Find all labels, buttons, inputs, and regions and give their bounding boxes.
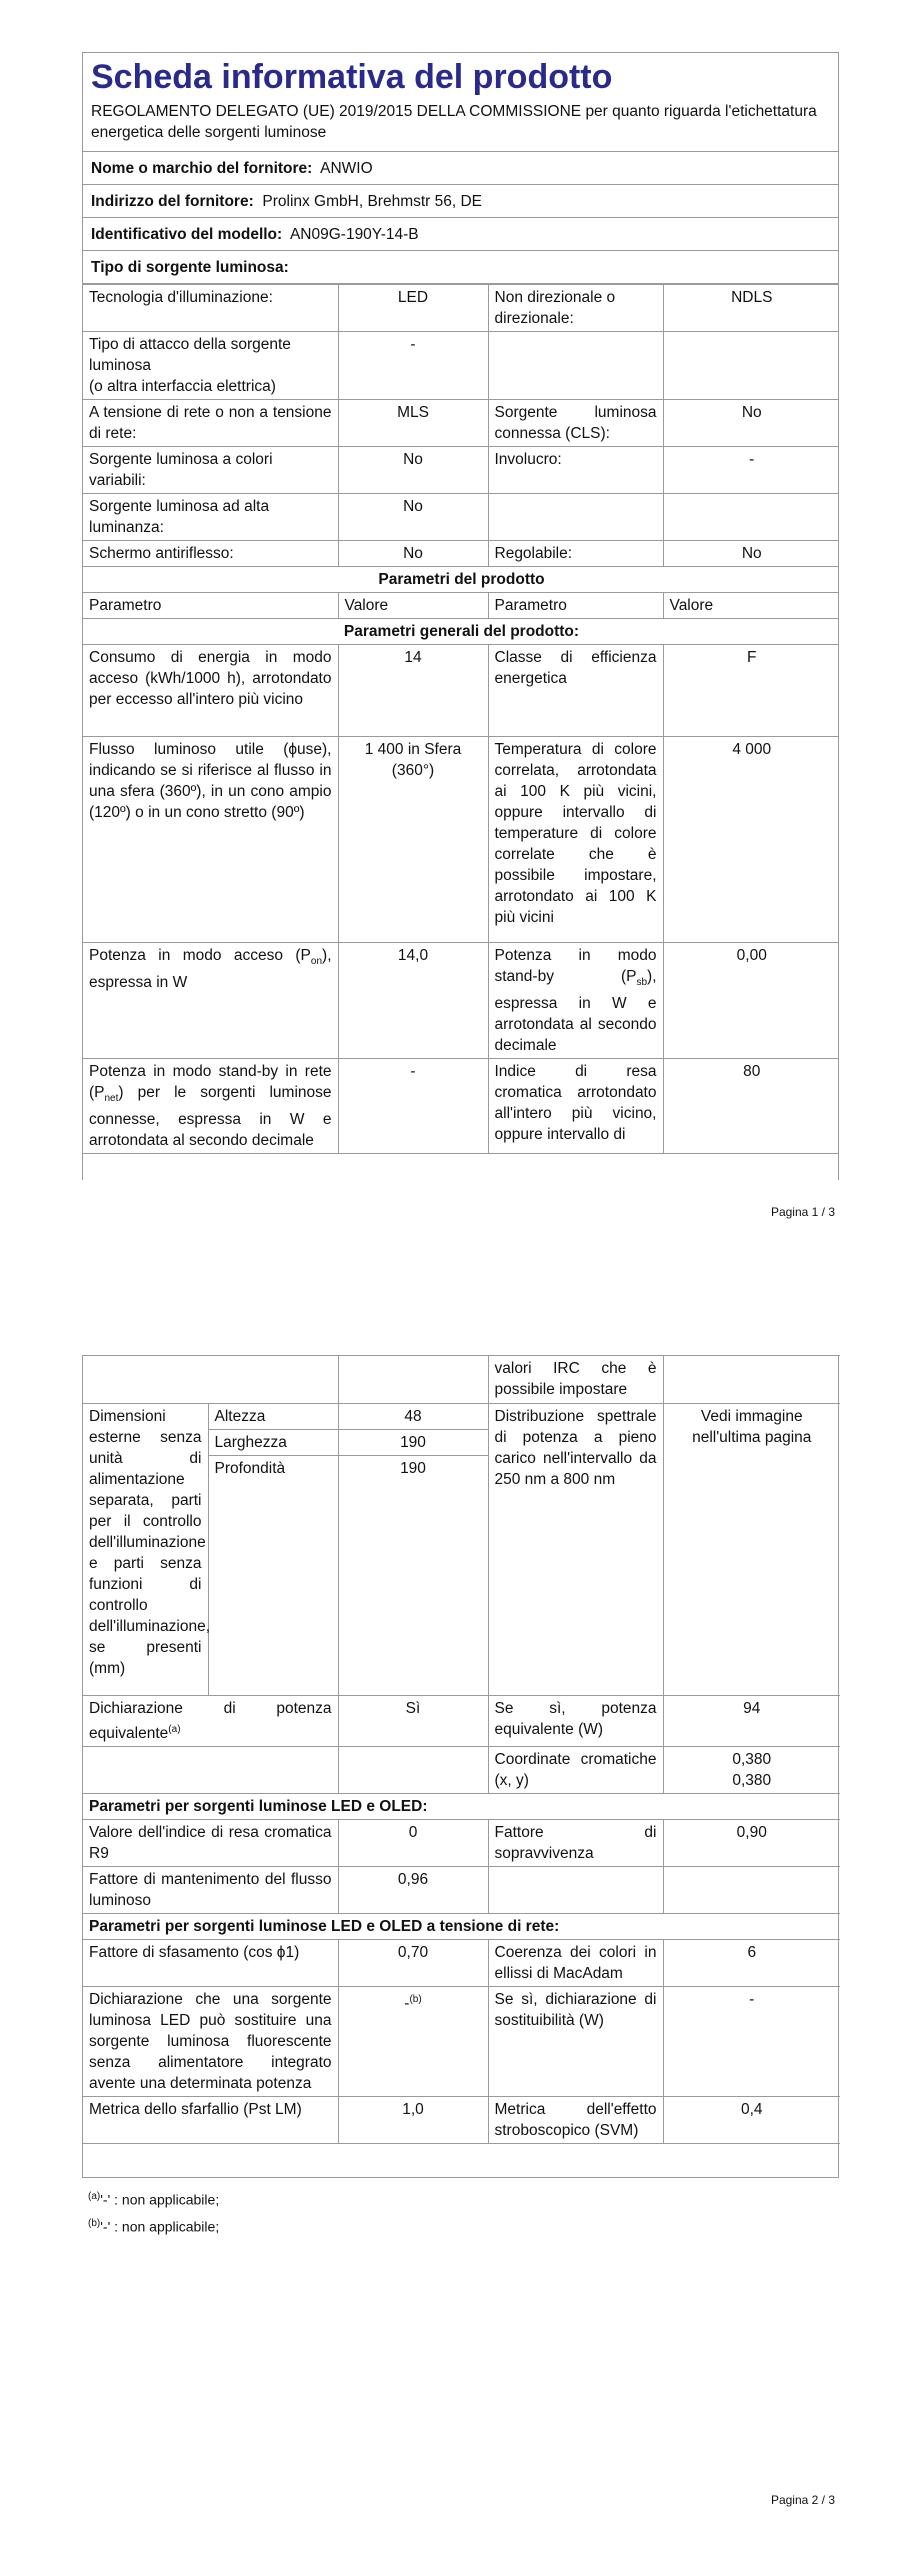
equivalent-power-label: Se sì, potenza equivalente (W) (488, 1696, 663, 1747)
flicker-metric-value: 1,0 (338, 2097, 488, 2144)
supplier-address-label: Indirizzo del fornitore: (91, 193, 254, 210)
column-header-value-2: Valore (663, 593, 839, 619)
spectral-distribution-value: Vedi immagine nell'ultima pagina (663, 1404, 840, 1696)
spectral-distribution-label: Distribuzione spettrale di potenza a pieno carico nell'intervallo da 250 nm a 800 nm (488, 1404, 663, 1696)
cls-label: Sorgente luminosa connessa (CLS): (488, 400, 663, 447)
product-params-heading: Parametri del prodotto (83, 567, 839, 593)
table-row (83, 1820, 840, 1867)
r9-label: Valore dell'indice di resa cromatica R9 (83, 1820, 338, 1867)
replacement-power-label: Se sì, dichiarazione di sostituibilità (W) (488, 1987, 663, 2097)
empty-cell (83, 1747, 338, 1794)
replacement-power-value: - (663, 1987, 840, 2097)
cap-type-cell (83, 332, 338, 400)
page-title: Scheda informativa del prodotto (91, 58, 613, 96)
on-mode-power-value: 14,0 (338, 943, 488, 1059)
table-row (83, 1059, 839, 1154)
column-header-param: Parametro (83, 593, 338, 619)
equivalent-power-claim-value: Sì (338, 1696, 488, 1747)
empty-cell (338, 1747, 488, 1794)
params-table-page-2 (83, 1355, 840, 2144)
footnotes (88, 2185, 219, 2238)
chromaticity-value (663, 1747, 840, 1794)
energy-consumption-label: Consumo di energia in modo acceso (kWh/1000 h), arrotondato per eccesso all'intero più vicino (83, 645, 338, 737)
high-luminance-value: No (338, 494, 488, 541)
stroboscopic-metric-label: Metrica dell'effetto stroboscopico (SVM) (488, 2097, 663, 2144)
table-row (83, 1794, 840, 1820)
width-label: Larghezza (208, 1430, 338, 1456)
table-row (83, 619, 839, 645)
envelope-value: - (663, 447, 839, 494)
anti-glare-label: Schermo antiriflesso: (83, 541, 338, 567)
column-header-param-2: Parametro (488, 593, 663, 619)
height-value: 48 (338, 1404, 488, 1430)
dimmable-label: Regolabile: (488, 541, 663, 567)
empty-cell (663, 1867, 840, 1914)
envelope-label: Involucro: (488, 447, 663, 494)
tech-value: LED (338, 285, 488, 332)
footnote-b: $^{(b)}$'-' : non applicabile; (88, 2217, 220, 2235)
networked-standby-label: Potenza in modo stand-by in rete $(P_{net})$ per le sorgenti luminose connesse, espressa in W e arrotondata al secondo decimale (83, 1059, 338, 1154)
info-sheet-box-page-1 (82, 52, 839, 1180)
empty-cell (83, 1356, 338, 1404)
cap-type-label: Tipo di attacco della sorgente luminosa (89, 336, 291, 374)
depth-value: 190 (338, 1456, 488, 1696)
height-label: Altezza (208, 1404, 338, 1430)
led-mains-params-heading: Parametri per sorgenti luminose LED e OLED a tensione di rete: (83, 1914, 840, 1940)
tech-label: Tecnologia d'illuminazione: (83, 285, 338, 332)
chromaticity-x: 0,380 (732, 1751, 772, 1769)
mains-value: MLS (338, 400, 488, 447)
table-row (83, 1867, 840, 1914)
empty-cell (488, 494, 663, 541)
cct-label: Temperatura di colore correlata, arrotondata ai 100 K più vicini, oppure intervallo di temperature di colore correlate che è possibile impostare, arrotondato ai 100 K più vicini (488, 737, 663, 943)
directional-value: NDLS (663, 285, 839, 332)
chromaticity-label: Coordinate cromatiche (x, y) (488, 1747, 663, 1794)
colour-tunable-label: Sorgente luminosa a colori variabili: (83, 447, 338, 494)
table-row (83, 400, 839, 447)
model-id-label: Identificativo del modello: (91, 226, 283, 243)
replacement-claim-value: -$^{(b)}$ (338, 1987, 488, 2097)
equivalent-power-value: 94 (663, 1696, 840, 1747)
table-row (83, 645, 839, 737)
flicker-metric-label: Metrica dello sfarfallio (Pst LM) (83, 2097, 338, 2144)
survival-factor-value: 0,90 (663, 1820, 840, 1867)
energy-consumption-value: 14 (338, 645, 488, 737)
cri-label: Indice di resa cromatica arrotondato all'intero più vicino, oppure intervallo di (488, 1059, 663, 1154)
led-params-heading: Parametri per sorgenti luminose LED e OLED: (83, 1794, 840, 1820)
supplier-name-label: Nome o marchio del fornitore: (91, 160, 313, 177)
table-row (83, 1696, 840, 1747)
table-row (83, 737, 839, 943)
cls-value: No (663, 400, 839, 447)
table-row (83, 1940, 840, 1987)
luminous-flux-label: Flusso luminoso utile (ϕuse), indicando se si riferisce al flusso in una sfera (360º), in un cono ampio (120º) o in un cono stretto (90º) (83, 737, 338, 943)
empty-cell (338, 1356, 488, 1404)
table-row (83, 567, 839, 593)
luminous-flux-value: 1 400 in Sfera (360°) (338, 737, 488, 943)
source-type-heading: Tipo di sorgente luminosa: (83, 251, 838, 284)
standby-power-value: 0,00 (663, 943, 839, 1059)
dimmable-value: No (663, 541, 839, 567)
regulation-subtitle: REGOLAMENTO DELEGATO (UE) 2019/2015 DELLA COMMISSIONE per quanto riguarda l'etichettatura energetica delle sorgenti luminose (83, 99, 838, 152)
lumen-maintenance-value: 0,96 (338, 1867, 488, 1914)
table-row (83, 1914, 840, 1940)
cct-value: 4 000 (663, 737, 839, 943)
lumen-maintenance-label: Fattore di mantenimento del flusso luminoso (83, 1867, 338, 1914)
survival-factor-label: Fattore di sopravvivenza (488, 1820, 663, 1867)
empty-cell (663, 494, 839, 541)
supplier-name-row (83, 152, 838, 185)
params-table-page-1 (83, 284, 839, 1154)
dimensions-label: Dimensioni esterne senza unità di alimentazione separata, parti per il controllo dell'illuminazione e parti senza funzioni di controllo dell'illuminazione, se presenti (mm) (83, 1404, 208, 1696)
empty-cell (488, 332, 663, 400)
info-sheet-box-page-2 (82, 1355, 839, 2178)
cap-type-value: - (338, 332, 488, 400)
table-row (83, 1987, 840, 2097)
table-row (83, 1404, 840, 1430)
displacement-factor-label: Fattore di sfasamento (cos ϕ1) (83, 1940, 338, 1987)
mains-label: A tensione di rete o non a tensione di rete: (83, 400, 338, 447)
page-number-2: Pagina 2 / 3 (770, 2493, 835, 2507)
macadam-label: Coerenza dei colori in ellissi di MacAdam (488, 1940, 663, 1987)
general-params-heading: Parametri generali del prodotto: (83, 619, 839, 645)
table-row (83, 541, 839, 567)
equivalent-power-claim-label: Dichiarazione di potenza equivalente$^{(a)}$ (83, 1696, 338, 1747)
anti-glare-value: No (338, 541, 488, 567)
supplier-name-value: ANWIO (320, 160, 373, 177)
on-mode-power-label: Potenza in modo acceso $(P_{on})$, espressa in W (83, 943, 338, 1059)
table-row (83, 943, 839, 1059)
displacement-factor-value: 0,70 (338, 1940, 488, 1987)
table-row (83, 1747, 840, 1794)
table-row (83, 2097, 840, 2144)
table-row (83, 447, 839, 494)
empty-cell (488, 1867, 663, 1914)
footnote-a: $^{(a)}$'-' : non applicabile; (88, 2191, 220, 2208)
width-value: 190 (338, 1430, 488, 1456)
page-2 (0, 1280, 905, 2560)
directional-label: Non direzionale o direzionale: (488, 285, 663, 332)
cri-value: 80 (663, 1059, 839, 1154)
table-row (83, 593, 839, 619)
cri-label-continued: valori IRC che è possibile impostare (488, 1356, 663, 1404)
table-row (83, 494, 839, 541)
empty-cell (663, 332, 839, 400)
empty-cell (663, 1356, 840, 1404)
table-row (83, 1356, 840, 1404)
standby-power-label: Potenza in modo stand-by $(P_{sb})$, espressa in W e arrotondata al secondo decimale (488, 943, 663, 1059)
model-id-row (83, 218, 838, 251)
energy-class-value: F (663, 645, 839, 737)
energy-class-label: Classe di efficienza energetica (488, 645, 663, 737)
model-id-value: AN09G-190Y-14-B (289, 226, 419, 243)
high-luminance-label: Sorgente luminosa ad alta luminanza: (83, 494, 338, 541)
colour-tunable-value: No (338, 447, 488, 494)
page-number-1: Pagina 1 / 3 (770, 1205, 835, 1219)
cap-type-label-2: (o altra interfaccia elettrica) (89, 378, 276, 395)
r9-value: 0 (338, 1820, 488, 1867)
chromaticity-y: 0,380 (732, 1772, 772, 1790)
table-row (83, 332, 839, 400)
networked-standby-value: - (338, 1059, 488, 1154)
column-header-value: Valore (338, 593, 488, 619)
table-row (83, 285, 839, 332)
depth-label: Profondità (208, 1456, 338, 1696)
supplier-address-row (83, 185, 838, 218)
macadam-value: 6 (663, 1940, 840, 1987)
stroboscopic-metric-value: 0,4 (663, 2097, 840, 2144)
replacement-claim-label: Dichiarazione che una sorgente luminosa LED può sostituire una sorgente luminosa fluorescente senza alimentatore integrato avente una determinata potenza (83, 1987, 338, 2097)
supplier-address-value: Prolinx GmbH, Brehmstr 56, DE (262, 193, 483, 210)
